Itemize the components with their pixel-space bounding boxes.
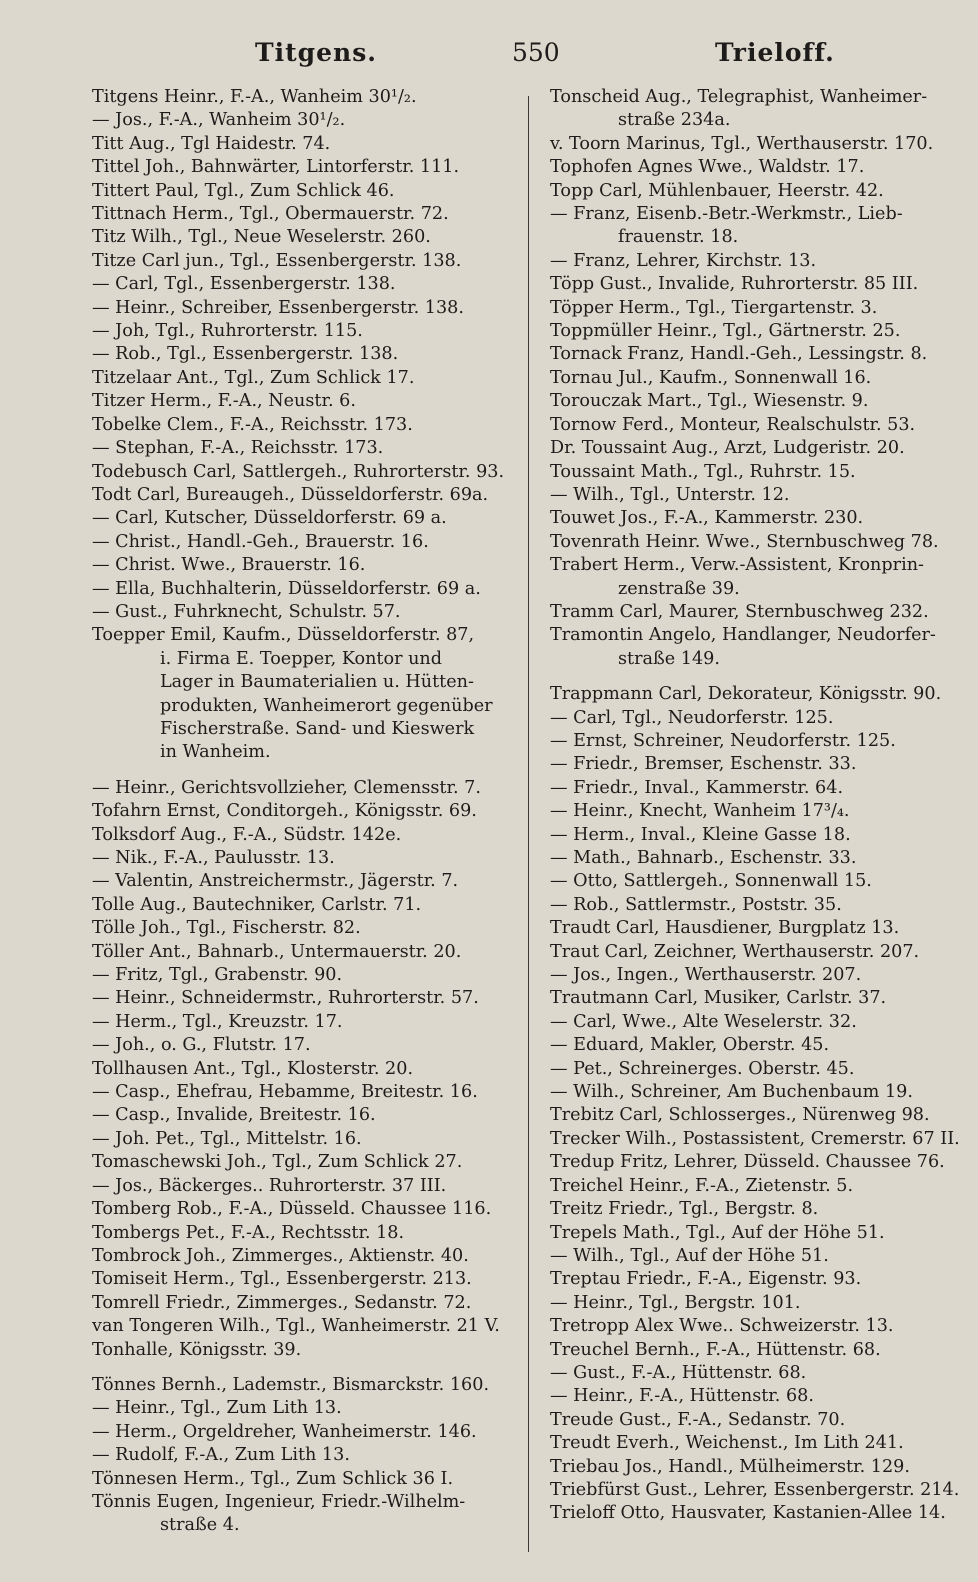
list-item: Trepels Math., Tgl., Auf der Höhe 51.: [550, 1222, 885, 1243]
list-item: — Herm., Orgeldreher, Wanheimerstr. 146.: [92, 1421, 477, 1442]
list-item: — Joh. Pet., Tgl., Mittelstr. 16.: [92, 1128, 362, 1149]
right-column: [550, 86, 978, 1526]
list-item: — Christ., Handl.-Geh., Brauerstr. 16.: [92, 531, 429, 552]
list-item-continuation: i. Firma E. Toepper, Kontor und: [160, 648, 443, 669]
list-item: Tönnis Eugen, Ingenieur, Friedr.-Wilhelm-: [92, 1491, 466, 1512]
list-item: Tobelke Clem., F.-A., Reichsstr. 173.: [92, 414, 413, 435]
list-item: Triebfürst Gust., Lehrer, Essenbergerstr. 214.: [550, 1479, 960, 1500]
list-item: — Casp., Ehefrau, Hebamme, Breitestr. 16.: [92, 1082, 478, 1103]
list-item: Titz Wilh., Tgl., Neue Weselerstr. 260.: [92, 227, 431, 248]
list-item: Dr. Toussaint Aug., Arzt, Ludgeristr. 20.: [550, 438, 905, 459]
list-item: — Heinr., Gerichtsvollzieher, Clemensstr. 7.: [92, 777, 481, 798]
list-item: — Eduard, Makler, Oberstr. 45.: [550, 1035, 830, 1056]
list-item: Titze Carl jun., Tgl., Essenbergerstr. 138.: [92, 250, 462, 271]
list-item: — Gust., Fuhrknecht, Schulstr. 57.: [92, 601, 401, 622]
header-right-name: Trieloff.: [715, 38, 835, 67]
list-item: Tonscheid Aug., Telegraphist, Wanheimer-: [550, 87, 928, 107]
list-item: Todebusch Carl, Sattlergeh., Ruhrorterstr. 93.: [92, 461, 505, 482]
list-item-continuation: Lager in Baumaterialien u. Hütten-: [160, 672, 474, 693]
list-item-continuation: Fischerstraße. Sand- und Kieswerk: [160, 718, 475, 739]
list-item: Tomberg Rob., F.-A., Düsseld. Chaussee 116.: [92, 1199, 492, 1220]
list-item: — Jos., F.-A., Wanheim 30¹/₂.: [92, 110, 346, 131]
list-item: Tollhausen Ant., Tgl., Klosterstr. 20.: [92, 1058, 414, 1079]
list-item: — Joh., o. G., Flutstr. 17.: [92, 1035, 311, 1056]
list-item: — Rudolf, F.-A., Zum Lith 13.: [92, 1445, 350, 1466]
list-item-continuation: frauenstr. 18.: [618, 227, 739, 248]
list-item: — Ella, Buchhalterin, Düsseldorferstr. 69 a.: [92, 578, 481, 599]
list-item: Todt Carl, Bureaugeh., Düsseldorferstr. 69a.: [92, 484, 489, 505]
list-item: — Heinr., Schreiber, Essenbergerstr. 138.: [92, 297, 464, 318]
list-item: — Heinr., Tgl., Zum Lith 13.: [92, 1398, 342, 1419]
list-item: Tolksdorf Aug., F.-A., Südstr. 142e.: [92, 824, 402, 845]
list-item: — Wilh., Tgl., Auf der Höhe 51.: [550, 1245, 829, 1266]
list-item: — Herm., Inval., Kleine Gasse 18.: [550, 824, 851, 845]
list-item: — Carl, Tgl., Neudorferstr. 125.: [550, 707, 834, 728]
list-item: Tramm Carl, Maurer, Sternbuschweg 232.: [550, 601, 929, 622]
list-item: — Wilh., Schreiner, Am Buchenbaum 19.: [550, 1082, 913, 1103]
list-item: — Ernst, Schreiner, Neudorferstr. 125.: [550, 730, 896, 751]
list-item: — Heinr., Tgl., Bergstr. 101.: [550, 1292, 801, 1313]
list-item: — Heinr., F.-A., Hüttenstr. 68.: [550, 1386, 814, 1407]
list-item: — Joh, Tgl., Ruhrorterstr. 115.: [92, 321, 363, 342]
list-item: Tophofen Agnes Wwe., Waldstr. 17.: [550, 157, 865, 178]
list-item: — Heinr., Schneidermstr., Ruhrorterstr. 57.: [92, 988, 479, 1009]
list-item: Trabert Herm., Verw.-Assistent, Kronprin-: [550, 555, 924, 576]
list-item: Tombrock Joh., Zimmerges., Aktienstr. 40.: [92, 1245, 469, 1266]
list-item: Tönnes Bernh., Lademstr., Bismarckstr. 160.: [92, 1374, 490, 1395]
list-item: Treichel Heinr., F.-A., Zietenstr. 5.: [550, 1175, 854, 1196]
list-item: Titzelaar Ant., Tgl., Zum Schlick 17.: [92, 367, 415, 388]
list-item: Tredup Fritz, Lehrer, Düsseld. Chaussee 76.: [550, 1152, 945, 1173]
list-item: Tomiseit Herm., Tgl., Essenbergerstr. 213.: [92, 1269, 472, 1290]
list-item: — Nik., F.-A., Paulusstr. 13.: [92, 848, 335, 868]
left-column: [92, 86, 524, 1538]
list-item: — Rob., Tgl., Essenbergerstr. 138.: [92, 344, 399, 365]
list-item: Tomaschewski Joh., Tgl., Zum Schlick 27.: [92, 1152, 463, 1173]
list-item-continuation: straße 234a.: [618, 110, 731, 131]
list-item: Titzer Herm., F.-A., Neustr. 6.: [92, 391, 356, 412]
list-item: Toppmüller Heinr., Tgl., Gärtnerstr. 25.: [550, 321, 901, 342]
list-item: — Herm., Tgl., Kreuzstr. 17.: [92, 1011, 343, 1032]
header-left-name: Titgens.: [255, 38, 377, 67]
list-item: Trieloff Otto, Hausvater, Kastanien-Allee 14.: [550, 1503, 946, 1524]
list-item: Treuchel Bernh., F.-A., Hüttenstr. 68.: [550, 1339, 881, 1360]
list-item: Trautmann Carl, Musiker, Carlstr. 37.: [550, 988, 887, 1009]
list-item: — Fritz, Tgl., Grabenstr. 90.: [92, 965, 343, 986]
list-item: Toepper Emil, Kaufm., Düsseldorferstr. 87,: [92, 625, 475, 646]
list-item: Treudt Everh., Weichenst., Im Lith 241.: [550, 1433, 904, 1454]
list-item: Tittert Paul, Tgl., Zum Schlick 46.: [92, 180, 395, 201]
list-item: Tolle Aug., Bautechniker, Carlstr. 71.: [92, 894, 422, 915]
list-item: — Wilh., Tgl., Unterstr. 12.: [550, 484, 790, 505]
list-item: Titt Aug., Tgl Haidestr. 74.: [92, 133, 331, 154]
list-item: Tittel Joh., Bahnwärter, Lintorferstr. 111.: [92, 157, 460, 178]
list-item: Titgens Heinr., F.-A., Wanheim 30¹/₂.: [92, 87, 417, 107]
list-item: Tomrell Friedr., Zimmerges., Sedanstr. 72.: [92, 1292, 472, 1313]
list-item: — Carl, Kutscher, Düsseldorferstr. 69 a.: [92, 508, 447, 529]
list-item: Tölle Joh., Tgl., Fischerstr. 82.: [92, 918, 361, 939]
list-item: Tonhalle, Königsstr. 39.: [92, 1339, 302, 1360]
list-item: Tönnesen Herm., Tgl., Zum Schlick 36 I.: [92, 1468, 454, 1489]
list-item: Tornow Ferd., Monteur, Realschulstr. 53.: [550, 414, 916, 435]
list-item: — Rob., Sattlermstr., Poststr. 35.: [550, 894, 842, 915]
list-item: Trecker Wilh., Postassistent, Cremerstr. 67 II.: [550, 1128, 960, 1149]
list-item: Trappmann Carl, Dekorateur, Königsstr. 90.: [550, 684, 942, 705]
list-item: — Friedr., Bremser, Eschenstr. 33.: [550, 754, 857, 775]
list-item: — Otto, Sattlergeh., Sonnenwall 15.: [550, 871, 872, 892]
list-item: Topp Carl, Mühlenbauer, Heerstr. 42.: [550, 180, 884, 201]
list-item-continuation: straße 149.: [618, 648, 720, 669]
column-divider: [528, 96, 529, 1552]
list-item: — Carl, Tgl., Essenbergerstr. 138.: [92, 274, 396, 295]
list-item: Tornack Franz, Handl.-Geh., Lessingstr. 8.: [550, 344, 928, 365]
list-item: Treude Gust., F.-A., Sedanstr. 70.: [550, 1409, 846, 1430]
list-item: — Stephan, F.-A., Reichsstr. 173.: [92, 438, 384, 459]
list-item: Tornau Jul., Kaufm., Sonnenwall 16.: [550, 367, 872, 388]
list-item: v. Toorn Marinus, Tgl., Werthauserstr. 170.: [550, 133, 934, 154]
list-item: Traut Carl, Zeichner, Werthauserstr. 207.: [550, 941, 920, 962]
list-item: Tramontin Angelo, Handlanger, Neudorfer-: [550, 625, 936, 646]
list-item: — Gust., F.-A., Hüttenstr. 68.: [550, 1362, 807, 1383]
list-item: Tretropp Alex Wwe.. Schweizerstr. 13.: [550, 1316, 894, 1337]
list-item: — Franz, Lehrer, Kirchstr. 13.: [550, 250, 817, 271]
list-item: van Tongeren Wilh., Tgl., Wanheimerstr. 21 V.: [92, 1316, 500, 1337]
list-item: Trebitz Carl, Schlosserges., Nürenweg 98.: [550, 1105, 930, 1126]
page-number: 550: [512, 38, 560, 67]
list-item: — Pet., Schreinerges. Oberstr. 45.: [550, 1058, 855, 1079]
list-item: — Carl, Wwe., Alte Weselerstr. 32.: [550, 1011, 857, 1032]
list-item: — Heinr., Knecht, Wanheim 17³/₄.: [550, 801, 850, 822]
list-item: Treptau Friedr., F.-A., Eigenstr. 93.: [550, 1269, 862, 1290]
list-item: Traudt Carl, Hausdiener, Burgplatz 13.: [550, 918, 900, 939]
list-item-continuation: zenstraße 39.: [618, 578, 740, 599]
list-item: Treitz Friedr., Tgl., Bergstr. 8.: [550, 1199, 819, 1220]
list-item: Tombergs Pet., F.-A., Rechtsstr. 18.: [92, 1222, 405, 1243]
list-item-continuation: in Wanheim.: [160, 742, 271, 763]
list-item: Toussaint Math., Tgl., Ruhrstr. 15.: [550, 461, 856, 482]
list-item: — Franz, Eisenb.-Betr.-Werkmstr., Lieb-: [550, 204, 903, 225]
list-item: Torouczak Mart., Tgl., Wiesenstr. 9.: [550, 391, 869, 412]
list-item: — Friedr., Inval., Kammerstr. 64.: [550, 777, 844, 798]
list-item: Töpper Herm., Tgl., Tiergartenstr. 3.: [550, 297, 878, 318]
list-item: Tovenrath Heinr. Wwe., Sternbuschweg 78.: [550, 531, 939, 552]
list-item: — Math., Bahnarb., Eschenstr. 33.: [550, 848, 857, 868]
list-item: Tofahrn Ernst, Conditorgeh., Königsstr. 69.: [92, 801, 477, 822]
page-header: [0, 38, 978, 78]
list-item-continuation: straße 4.: [160, 1515, 240, 1536]
list-item: — Christ. Wwe., Brauerstr. 16.: [92, 555, 366, 576]
list-item: Töller Ant., Bahnarb., Untermauerstr. 20.: [92, 941, 462, 962]
list-item: — Valentin, Anstreichermstr., Jägerstr. 7.: [92, 871, 459, 892]
list-item: Töpp Gust., Invalide, Ruhrorterstr. 85 III.: [550, 274, 919, 295]
list-item: Tittnach Herm., Tgl., Obermauerstr. 72.: [92, 204, 449, 225]
list-item: — Casp., Invalide, Breitestr. 16.: [92, 1105, 376, 1126]
list-item: Touwet Jos., F.-A., Kammerstr. 230.: [550, 508, 864, 529]
list-item: — Jos., Ingen., Werthauserstr. 207.: [550, 965, 862, 986]
list-item: Triebau Jos., Handl., Mülheimerstr. 129.: [550, 1456, 910, 1477]
list-item-continuation: produkten, Wanheimerort gegenüber: [160, 695, 493, 716]
list-item: — Jos., Bäckerges.. Ruhrorterstr. 37 III.: [92, 1175, 447, 1196]
